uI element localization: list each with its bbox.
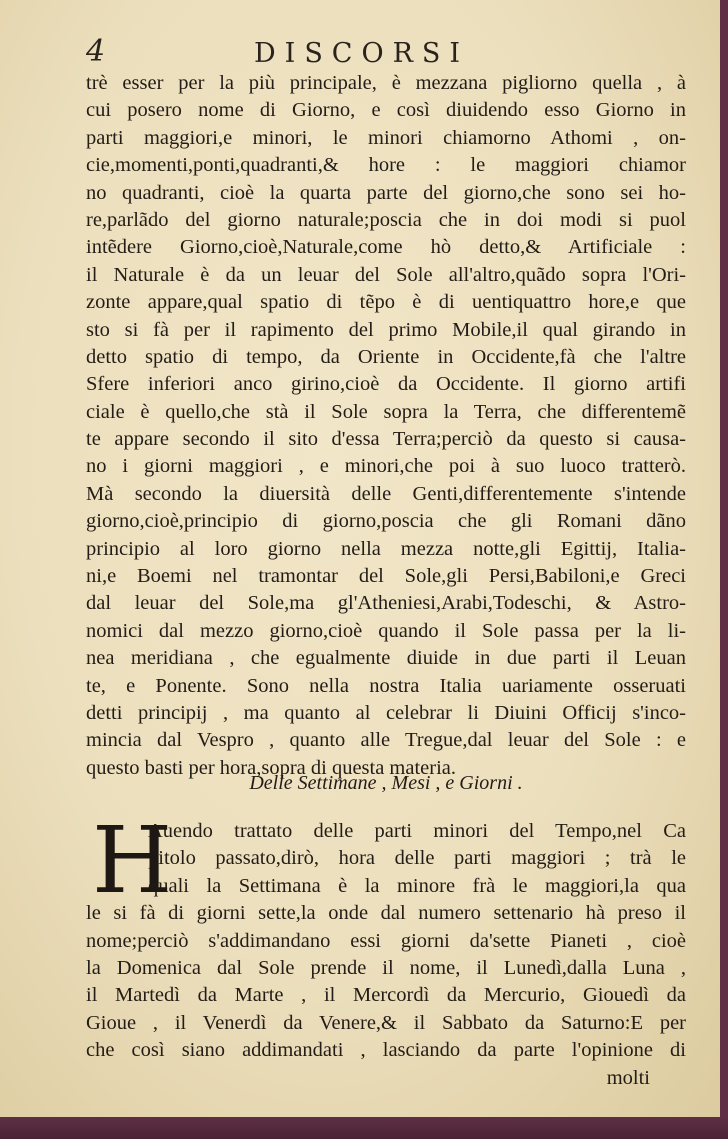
- text-line: no i giorni maggiori , e minori,che poi à suo luoco tratterò.: [86, 455, 686, 478]
- text-line: principio al loro giorno nella mezza notte,gli Egittij, Italia-: [86, 537, 686, 560]
- text-line: te appare secondo il sito d'essa Terra;perciò da questo si causa-: [86, 428, 686, 451]
- text-line: il Martedì da Marte , il Mercordì da Mercurio, Giouedì da: [86, 984, 686, 1007]
- text-line: che così siano addimandati , lasciando da parte l'opinione di: [86, 1039, 686, 1062]
- text-line: ciale è quello,che stà il Sole sopra la Terra, che differentemẽ: [86, 400, 686, 423]
- text-line: Sfere inferiori anco girino,cioè da Occidente. Il giorno artifi: [86, 373, 686, 396]
- running-head: [86, 34, 686, 74]
- text-line: Mà secondo la diuersità delle Genti,differentemente s'intende: [86, 482, 686, 505]
- text-line: detti principij , ma quanto al celebrar li Diuini Officij s'inco-: [86, 701, 686, 724]
- text-line: no quadranti, cioè la quarta parte del giorno,che sono sei ho-: [86, 181, 686, 204]
- drop-cap: H: [92, 807, 173, 914]
- text-line: la Domenica dal Sole prende il nome, il Lunedì,dalla Luna ,: [86, 956, 686, 979]
- text-line: intẽdere Giorno,cioè,Naturale,come hò detto,& Artificiale :: [86, 236, 686, 259]
- text-line: detto spatio di tempo, da Oriente in Occidente,fà che l'altre: [86, 345, 686, 368]
- text-line: quali la Settimana è la minore frà le maggiori,la qua: [148, 874, 686, 897]
- page-edge: [0, 1117, 728, 1139]
- text-line: pitolo passato,dirò, hora delle parti maggiori ; trà le: [148, 847, 686, 870]
- text-line: questo basti per hora,sopra di questa materia.: [86, 756, 457, 779]
- text-line: nome;perciò s'addimandano essi giorni da'sette Pianeti , cioè: [86, 929, 686, 952]
- text-line: te, e Ponente. Sono nella nostra Italia uariamente osseruati: [86, 674, 686, 697]
- text-line: Auendo trattato delle parti minori del Tempo,nel Ca: [148, 820, 686, 842]
- catchword: molti: [606, 1066, 650, 1089]
- paragraph-2: [86, 807, 686, 1092]
- text-line: cui posero nome di Giorno, e così diuidendo esso Giorno in: [86, 99, 686, 122]
- text-line: Gioue , il Venerdì da Venere,& il Sabbato da Saturno:E per: [86, 1011, 686, 1034]
- text-line: ni,e Boemi nel tramontar del Sole,gli Persi,Babiloni,e Greci: [86, 565, 686, 588]
- page-number: 4: [86, 34, 106, 69]
- text-line: nea meridiana , che egualmente diuide in due parti il Leuan: [86, 647, 686, 670]
- text-line: zonte appare,qual spatio di tẽpo è di uentiquattro hore,e que: [86, 291, 686, 314]
- text-line: trè esser per la più principale, è mezzana pigliorno quella , à: [86, 72, 686, 94]
- text-line: giorno,cioè,principio di giorno,poscia che gli Romani dãno: [86, 510, 686, 533]
- text-line: nomici dal mezzo giorno,cioè quando il Sole passa per la li-: [86, 619, 686, 642]
- paragraph-1: [86, 70, 686, 782]
- text-line: cie,momenti,ponti,quadranti,& hore : le maggiori chiamor: [86, 154, 686, 177]
- text-line: parti maggiori,e minori, le minori chiamorno Athomi , on-: [86, 126, 686, 149]
- text-line: le si fà di giorni sette,la onde dal numero settenario hà preso il: [86, 902, 686, 925]
- text-line: mincia dal Vespro , quanto alle Tregue,dal leuar del Sole : e: [86, 729, 686, 752]
- text-line: dal leuar del Sole,ma gl'Atheniesi,Arabi,Todeschi, & Astro-: [86, 592, 686, 615]
- text-line: re,parlãdo del giorno naturale;poscia che in doi modi si puol: [86, 208, 686, 231]
- text-line: il Naturale è da un leuar del Sole all'altro,quãdo sopra l'Ori-: [86, 263, 686, 286]
- running-title: DISCORSI: [254, 38, 470, 69]
- section-heading: Delle Settimane , Mesi , e Giorni .: [249, 772, 523, 794]
- text-line: sto si fà per il rapimento del primo Mobile,il qual girando in: [86, 318, 686, 341]
